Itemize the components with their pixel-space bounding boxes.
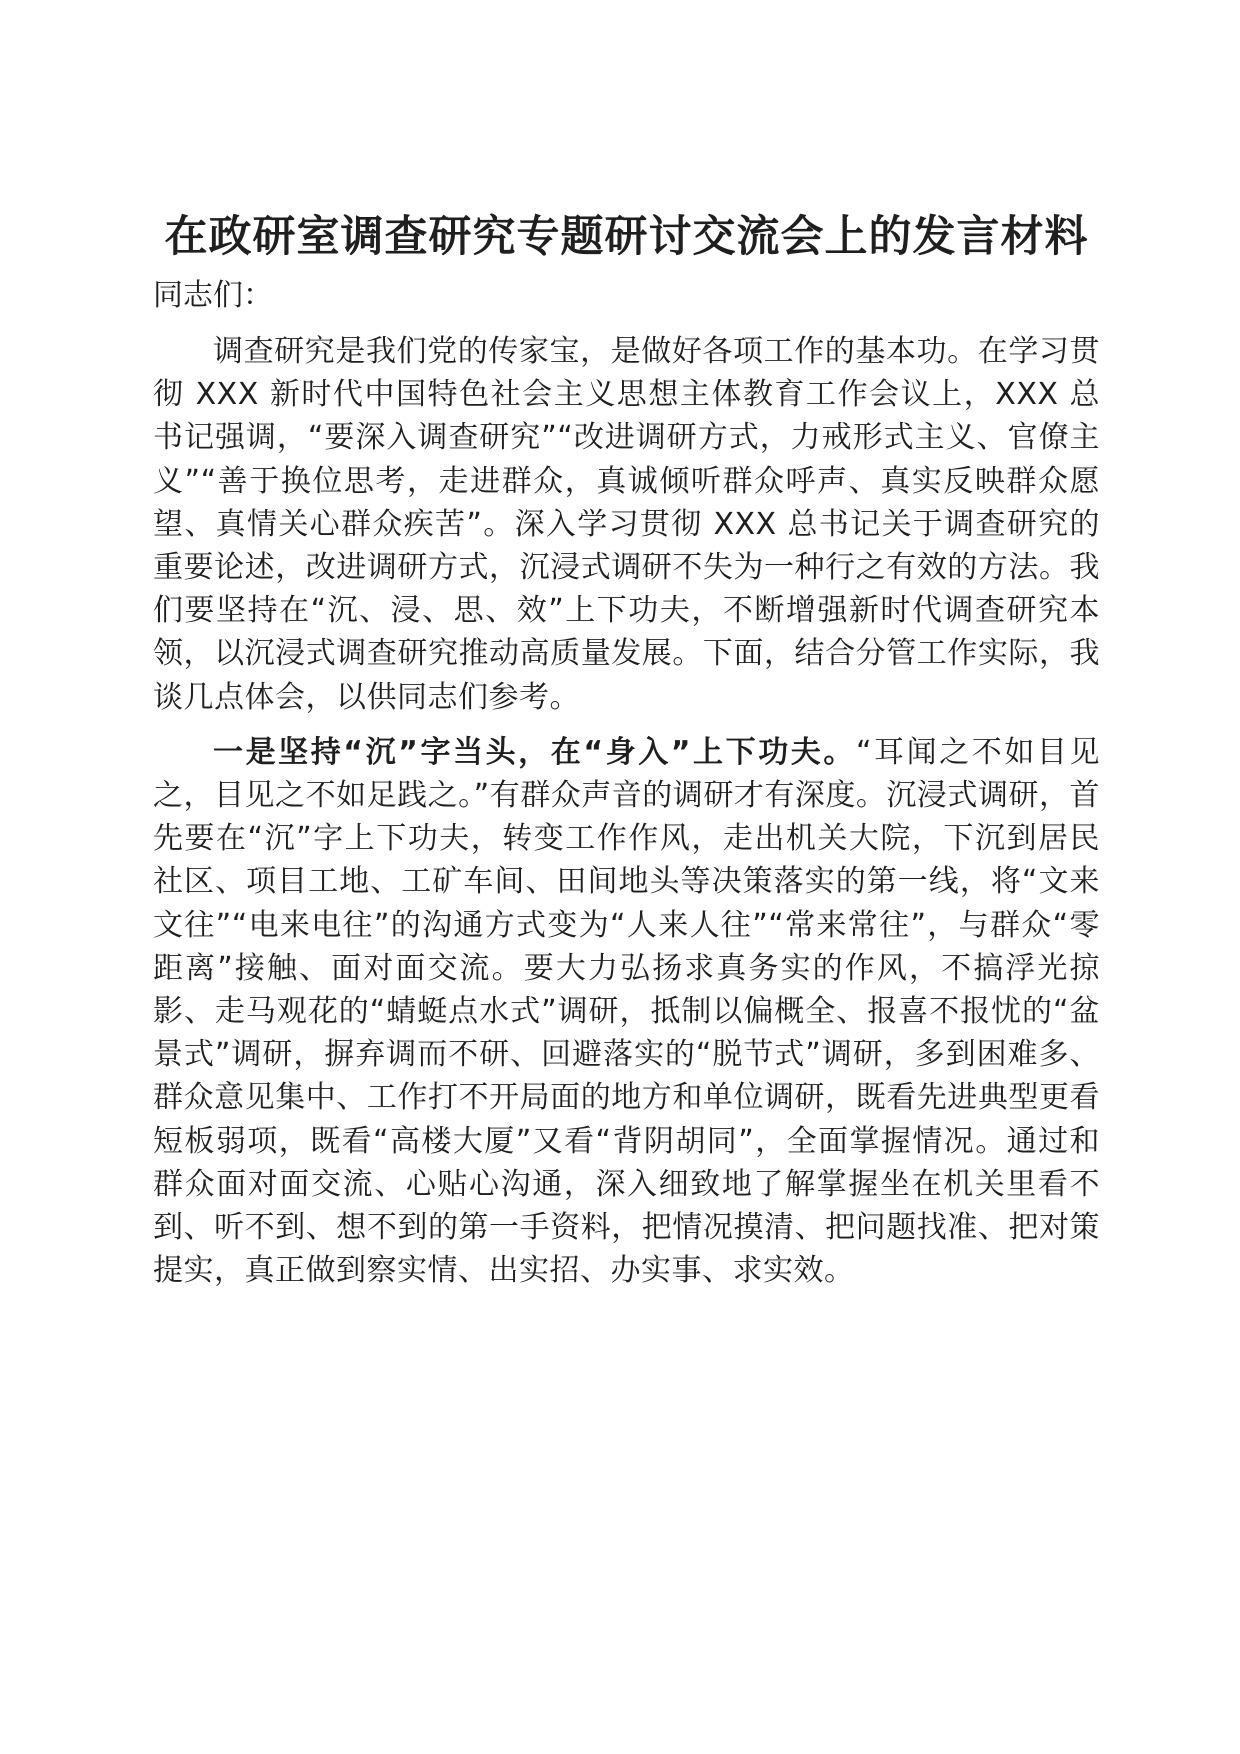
salutation: 同志们： — [153, 278, 273, 313]
paragraph-intro — [153, 330, 1100, 719]
paragraph-point-one — [153, 731, 1100, 1293]
document-page — [153, 208, 1100, 1292]
paragraph-lead-heading: 一是坚持“沉”字当头，在“身入”上下功夫。 — [213, 734, 856, 770]
document-title: 在政研室调查研究专题研讨交流会上的发言材料 — [164, 212, 1089, 262]
paragraph-text: “耳闻之不如目见之，目见之不如足践之。”有群众声音的调研才有深度。沉浸式调研，首先要在“沉”字上下功夫，转变工作作风，走出机关大院，下沉到居民社区、项目工地、工矿车间、田间地头等决策落实的第一线，将“文来文往”“电来电往”的沟通方式变为“人来人往”“常来常往”，与群众“零距离”接触、面对面交流。要大力弘扬求真务实的作风，不搞浮光掠影、走马观花的“蜻蜓点水式”调研，抵制以偏概全、报喜不报忧的“盆景式”调研，摒弃调而不研、回避落实的“脱节式”调研，多到困难多、群众意见集中、工作打不开局面的地方和单位调研，既看先进典型更看短板弱项，既看“高楼大厦”又看“背阴胡同”，全面掌握情况。通过和群众面对面交流、心贴心沟通，深入细致地了解掌握坐在机关里看不到、听不到、想不到的第一手资料，把情况摸清、把问题找准、把对策提实，真正做到察实情、出实招、办实事、求实效。 — [153, 734, 1100, 1289]
paragraph-text: 调查研究是我们党的传家宝，是做好各项工作的基本功。在学习贯彻 XXX 新时代中国特色社会主义思想主体教育工作会议上，XXX 总书记强调，“要深入调查研究”“改进调研方式，力戒形式主义、官僚主义”“善于换位思考，走进群众，真诚倾听群众呼声、真实反映群众愿望、真情关心群众疾苦”。深入学习贯彻 XXX 总书记关于调查研究的重要论述，改进调研方式，沉浸式调研不失为一种行之有效的方法。我们要坚持在“沉、浸、思、效”上下功夫，不断增强新时代调查研究本领，以沉浸式调查研究推动高质量发展。下面，结合分管工作实际，我谈几点体会，以供同志们参考。 — [153, 334, 1100, 715]
